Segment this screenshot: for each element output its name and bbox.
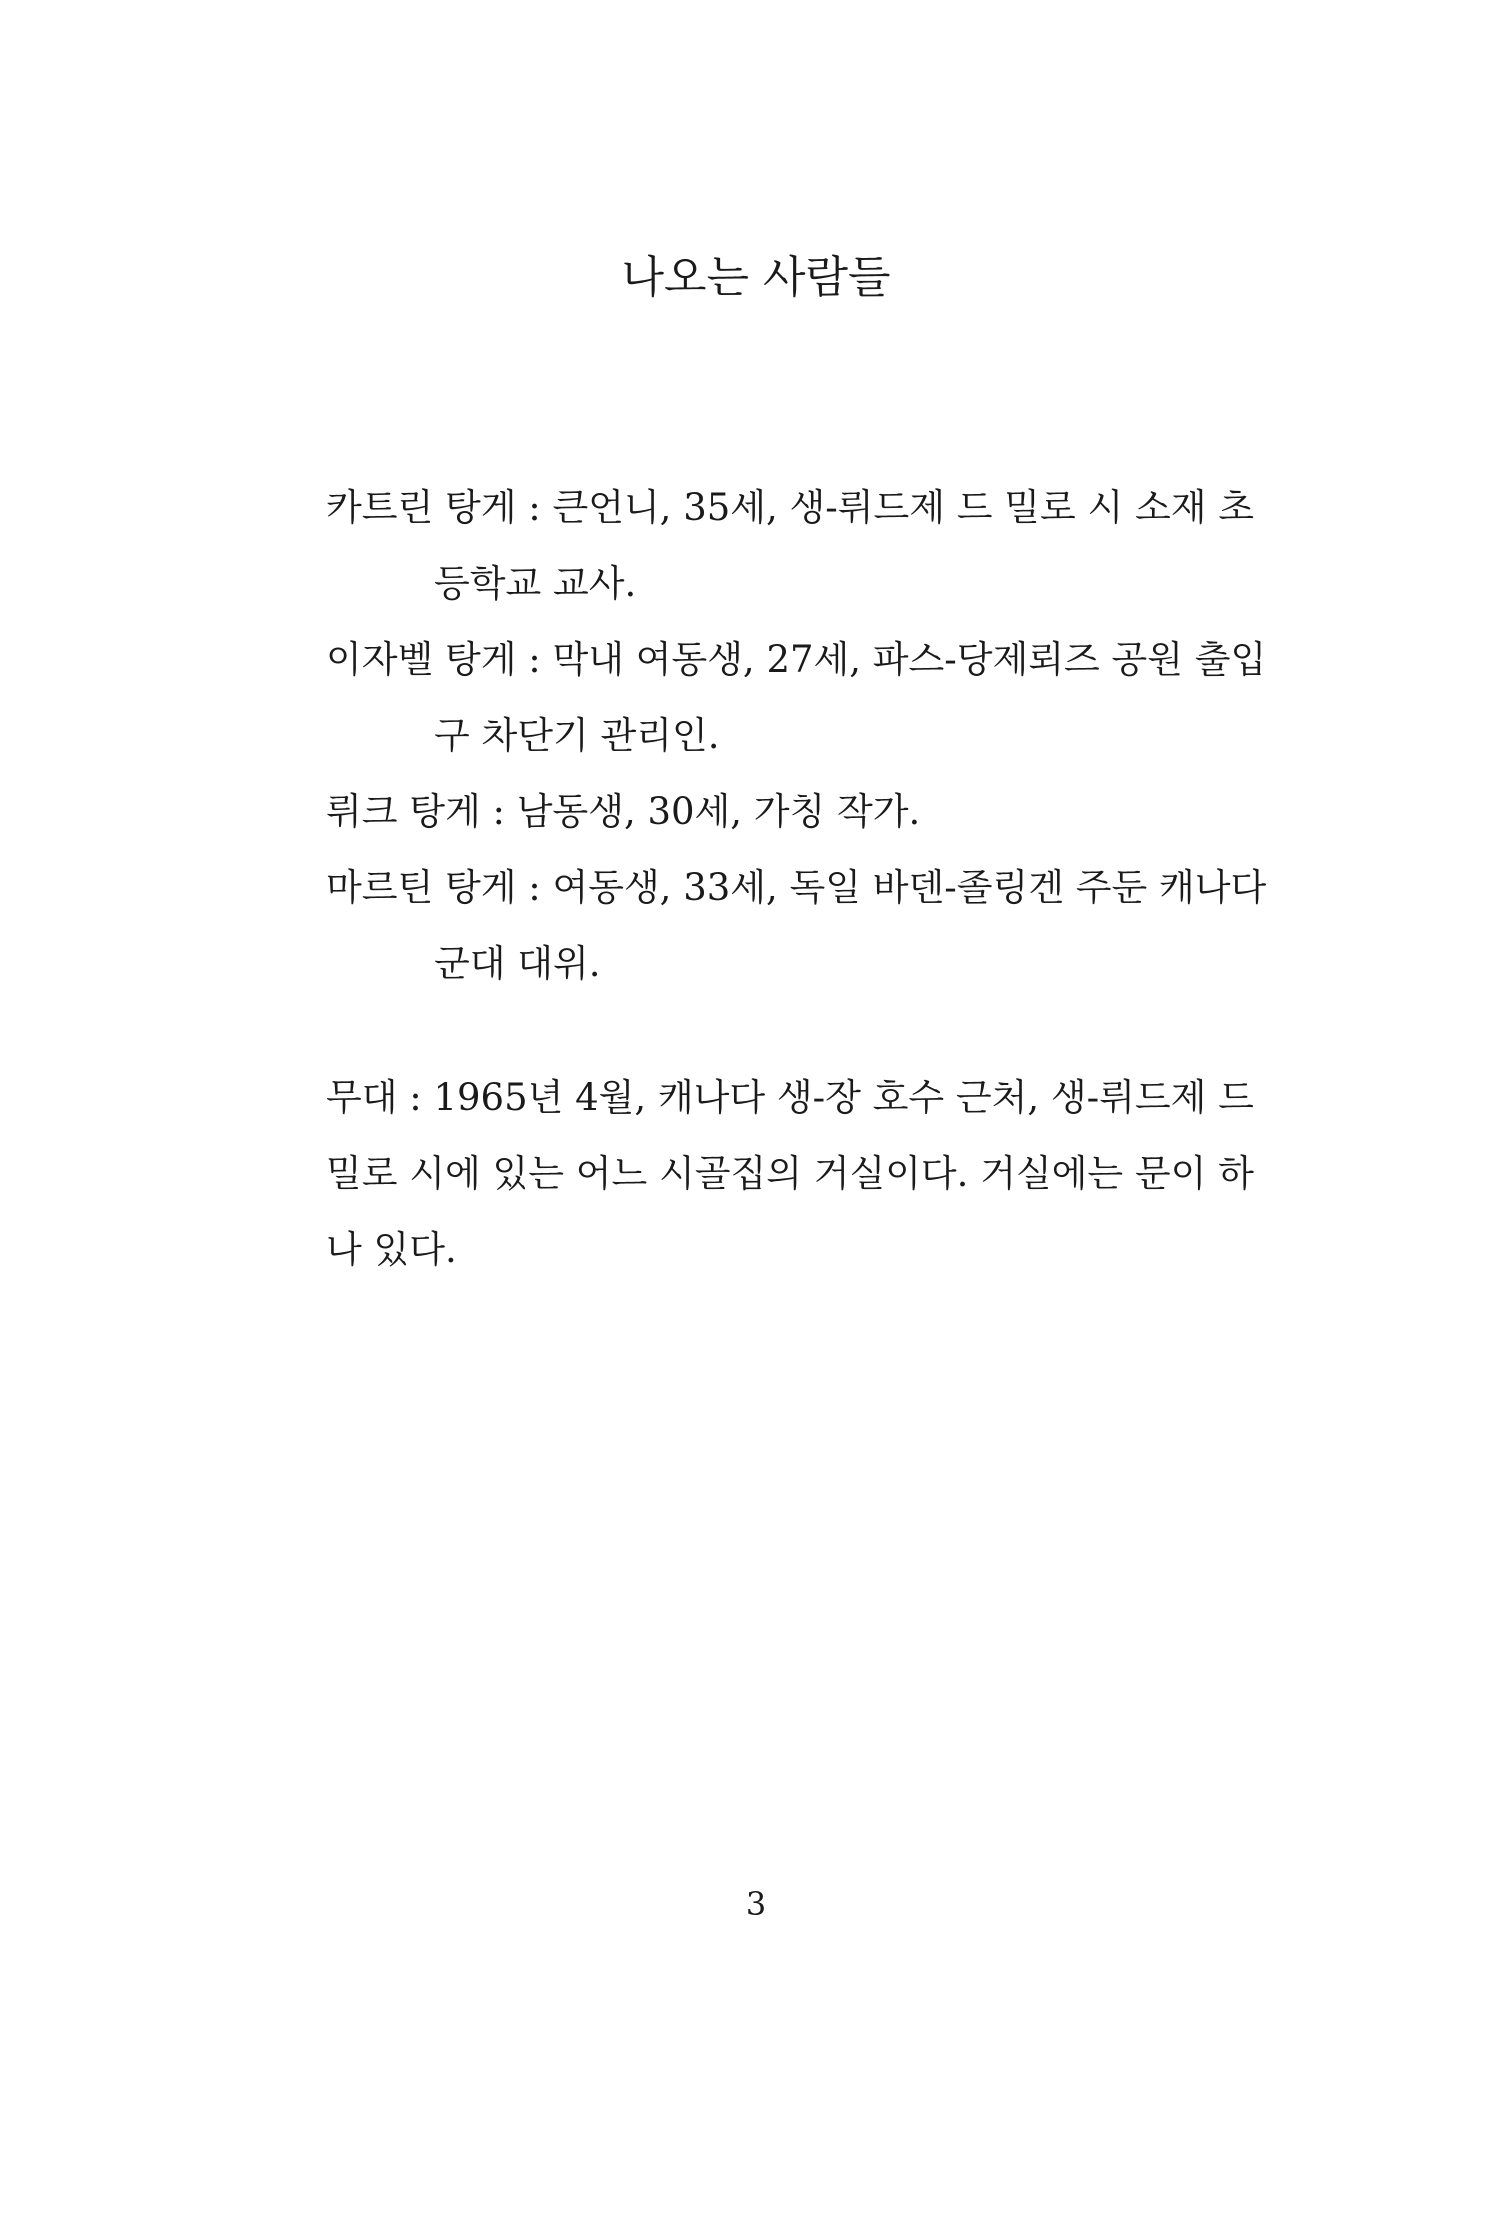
cast-entry-line-continued: 등학교 교사. — [434, 562, 637, 605]
cast-entry-line: 뤼크 탕게 : 남동생, 30세, 가칭 작가. — [326, 790, 921, 833]
cast-list — [326, 470, 1266, 1002]
page-number: 3 — [745, 1885, 767, 1923]
cast-entry-martine — [326, 850, 1266, 1002]
stage-description-line: 무대 : 1965년 4월, 캐나다 생-장 호수 근처, 생-뤼드제 드 — [326, 1076, 1254, 1119]
cast-entry-line-continued: 구 차단기 관리인. — [434, 714, 720, 757]
cast-entry-luc — [326, 774, 1266, 850]
cast-entry-line-continued: 군대 대위. — [434, 942, 601, 985]
cast-entry-line: 이자벨 탕게 : 막내 여동생, 27세, 파스-당제뢰즈 공원 출입 — [326, 638, 1267, 681]
cast-entry-isabelle — [326, 622, 1266, 774]
page-title: 나오는 사람들 — [621, 252, 891, 303]
stage-description — [326, 1060, 1266, 1288]
stage-description-line: 밀로 시에 있는 어느 시골집의 거실이다. 거실에는 문이 하 — [326, 1152, 1254, 1195]
stage-description-line: 나 있다. — [326, 1228, 457, 1271]
cast-entry-line: 마르틴 탕게 : 여동생, 33세, 독일 바덴-졸링겐 주둔 캐나다 — [326, 866, 1267, 909]
cast-entry-line: 카트린 탕게 : 큰언니, 35세, 생-뤼드제 드 밀로 시 소재 초 — [326, 486, 1255, 529]
cast-entry-catherine — [326, 470, 1266, 622]
